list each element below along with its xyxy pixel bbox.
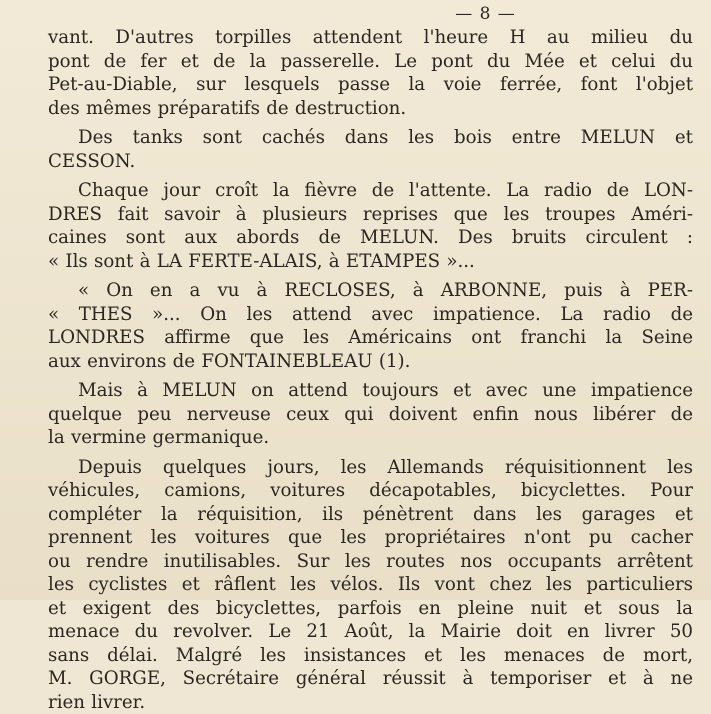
text-line: « On en a vu à RECLOSES, à ARBONNE, puis à PER- — [48, 279, 693, 303]
text-line: véhicules, camions, voitures décapotables, bicyclettes. Pour — [48, 479, 693, 503]
text-line: vant. D'autres torpilles attendent l'heure H au milieu du — [48, 26, 693, 50]
paragraph-4 — [48, 279, 693, 373]
text-line: DRES fait savoir à plusieurs reprises que les troupes Améri- — [48, 203, 693, 227]
paragraph-1 — [48, 26, 693, 120]
text-line: pont de fer et de la passerelle. Le pont du Mée et celui du — [48, 50, 693, 74]
text-line: M. GORGE, Secrétaire général réussit à temporiser et à ne — [48, 667, 693, 691]
text-line: rien livrer. — [48, 691, 693, 714]
text-line: « THES »... On les attend avec impatience. La radio de — [48, 303, 693, 327]
text-line: les cyclistes et râflent les vélos. Ils vont chez les particuliers — [48, 573, 693, 597]
paragraph-5 — [48, 379, 693, 450]
text-line: et exigent des bicyclettes, parfois en pleine nuit et sous la — [48, 597, 693, 621]
text-line: « Ils sont à LA FERTE-ALAIS, à ETAMPES »... — [48, 250, 693, 274]
text-line: la vermine germanique. — [48, 426, 693, 450]
text-line: compléter la réquisition, ils pénètrent dans les garages et — [48, 503, 693, 527]
paragraph-2 — [48, 126, 693, 173]
text-line: Chaque jour croît la fièvre de l'attente. La radio de LON- — [48, 179, 693, 203]
paragraph-6 — [48, 456, 693, 714]
page-number: — 8 — — [278, 4, 693, 26]
text-line: Depuis quelques jours, les Allemands réquisitionnent les — [48, 456, 693, 480]
text-line: CESSON. — [48, 150, 693, 174]
text-line: des mêmes préparatifs de destruction. — [48, 97, 693, 121]
text-line: Mais à MELUN on attend toujours et avec une impatience — [48, 379, 693, 403]
text-line: Pet-au-Diable, sur lesquels passe la voie ferrée, font l'objet — [48, 73, 693, 97]
text-line: aux environs de FONTAINEBLEAU (1). — [48, 350, 693, 374]
text-line: menace du revolver. Le 21 Août, la Mairie doit en livrer 50 — [48, 620, 693, 644]
text-line: caines sont aux abords de MELUN. Des bruits circulent : — [48, 226, 693, 250]
paragraph-3 — [48, 179, 693, 273]
text-line: sans délai. Malgré les insistances et les menaces de mort, — [48, 644, 693, 668]
text-line: LONDRES affirme que les Américains ont franchi la Seine — [48, 326, 693, 350]
text-line: prennent les voitures que les propriétaires n'ont pu cacher — [48, 526, 693, 550]
text-line: Des tanks sont cachés dans les bois entre MELUN et — [48, 126, 693, 150]
text-line: ou rendre inutilisables. Sur les routes nos occupants arrêtent — [48, 550, 693, 574]
text-line: quelque peu nerveuse ceux qui doivent enfin nous libérer de — [48, 403, 693, 427]
